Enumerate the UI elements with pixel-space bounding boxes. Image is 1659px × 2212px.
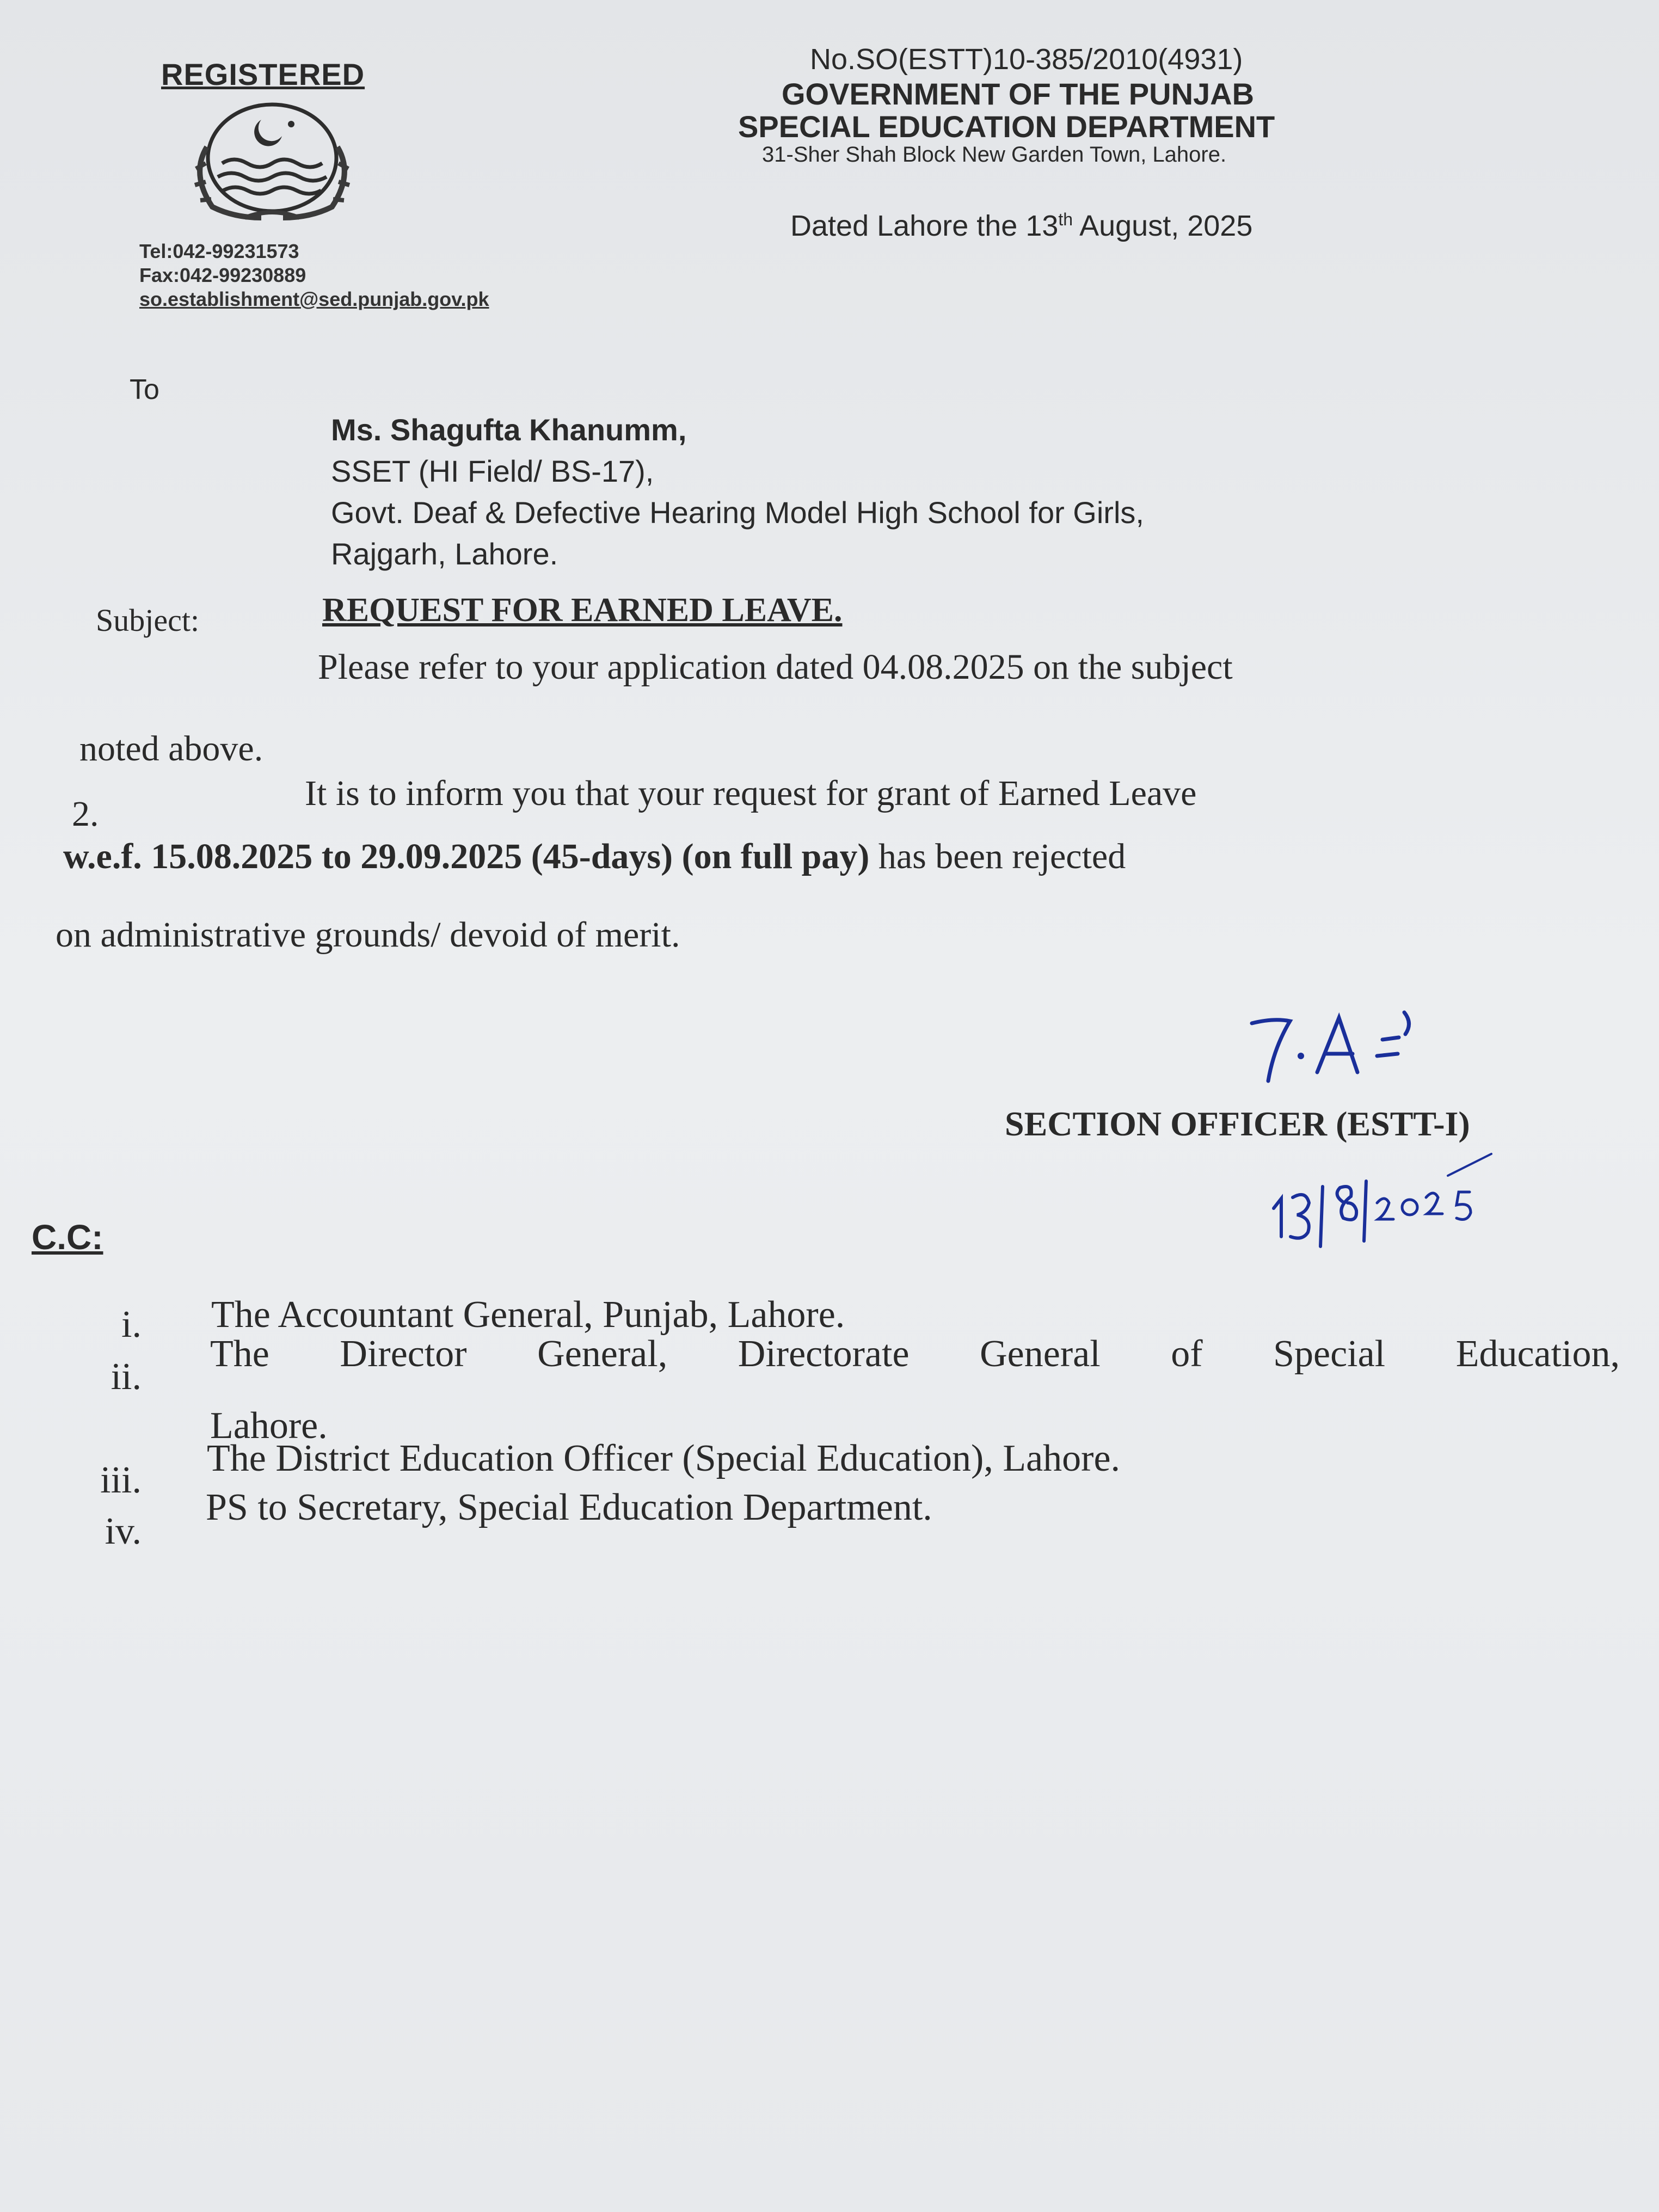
addressee-designation: SSET (HI Field/ BS-17), [331,454,654,488]
rejection-text: has been rejected [869,837,1126,876]
government-heading: GOVERNMENT OF THE PUNJAB [782,77,1255,111]
addressee-block [331,409,1144,575]
paragraph-1-line-1: Please refer to your application dated 04.08.2025 on the subject [318,647,1233,687]
fax: Fax:042-99230889 [139,264,306,286]
handwritten-date [1263,1143,1502,1252]
cc-item-director-general-city: Lahore. [210,1405,328,1447]
cc-item-district-education-officer: The District Education Officer (Special Education), Lahore. [207,1437,1121,1479]
date-ordinal: th [1058,210,1073,229]
addressee-name: Ms. Shagufta Khanumm, [331,413,687,447]
cc-item-number: iv. [105,1510,142,1552]
signatory-title: SECTION OFFICER (ESTT-I) [1005,1104,1470,1143]
paragraph-2-line-1: It is to inform you that your request for grant of Earned Leave [305,773,1197,813]
email-link[interactable]: so.establishment@sed.punjab.gov.pk [139,288,489,310]
cc-item-director-general: The Director General, Directorate General of Special Education, [210,1333,1620,1375]
telephone: Tel:042-99231573 [139,240,299,262]
punjab-emblem [174,98,370,229]
paragraph-1-line-2: noted above. [79,729,263,769]
letter-date [790,209,1252,243]
handwritten-initials [1241,1001,1437,1089]
reference-number: No.SO(ESTT)10-385/2010(4931) [810,43,1243,76]
cc-label: C.C: [32,1218,103,1257]
department-heading: SPECIAL EDUCATION DEPARTMENT [738,109,1275,144]
to-label: To [130,374,159,405]
subject-text: REQUEST FOR EARNED LEAVE. [322,592,843,629]
paragraph-2-line-2 [63,836,1126,877]
addressee-city: Rajgarh, Lahore. [331,537,558,571]
registered-label: REGISTERED [161,57,365,91]
leave-period: w.e.f. 15.08.2025 to 29.09.2025 (45-days) (on full pay) [63,837,870,876]
subject-label: Subject: [96,603,200,638]
contact-block [139,239,489,311]
addressee-school: Govt. Deaf & Defective Hearing Model High School for Girls, [331,495,1144,530]
date-prefix: Dated Lahore the 13 [790,210,1059,242]
cc-item-number: iii. [100,1459,142,1501]
cc-item-number: ii. [110,1356,142,1398]
paragraph-2-number: 2. [72,794,99,834]
cc-item-number: i. [121,1304,142,1345]
department-address: 31-Sher Shah Block New Garden Town, Lahore. [762,143,1227,167]
cc-item-accountant-general: The Accountant General, Punjab, Lahore. [211,1294,845,1336]
date-suffix: August, 2025 [1073,210,1253,242]
cc-item-ps-to-secretary: PS to Secretary, Special Education Department. [206,1486,932,1528]
paragraph-2-line-3: on administrative grounds/ devoid of merit. [56,915,680,955]
